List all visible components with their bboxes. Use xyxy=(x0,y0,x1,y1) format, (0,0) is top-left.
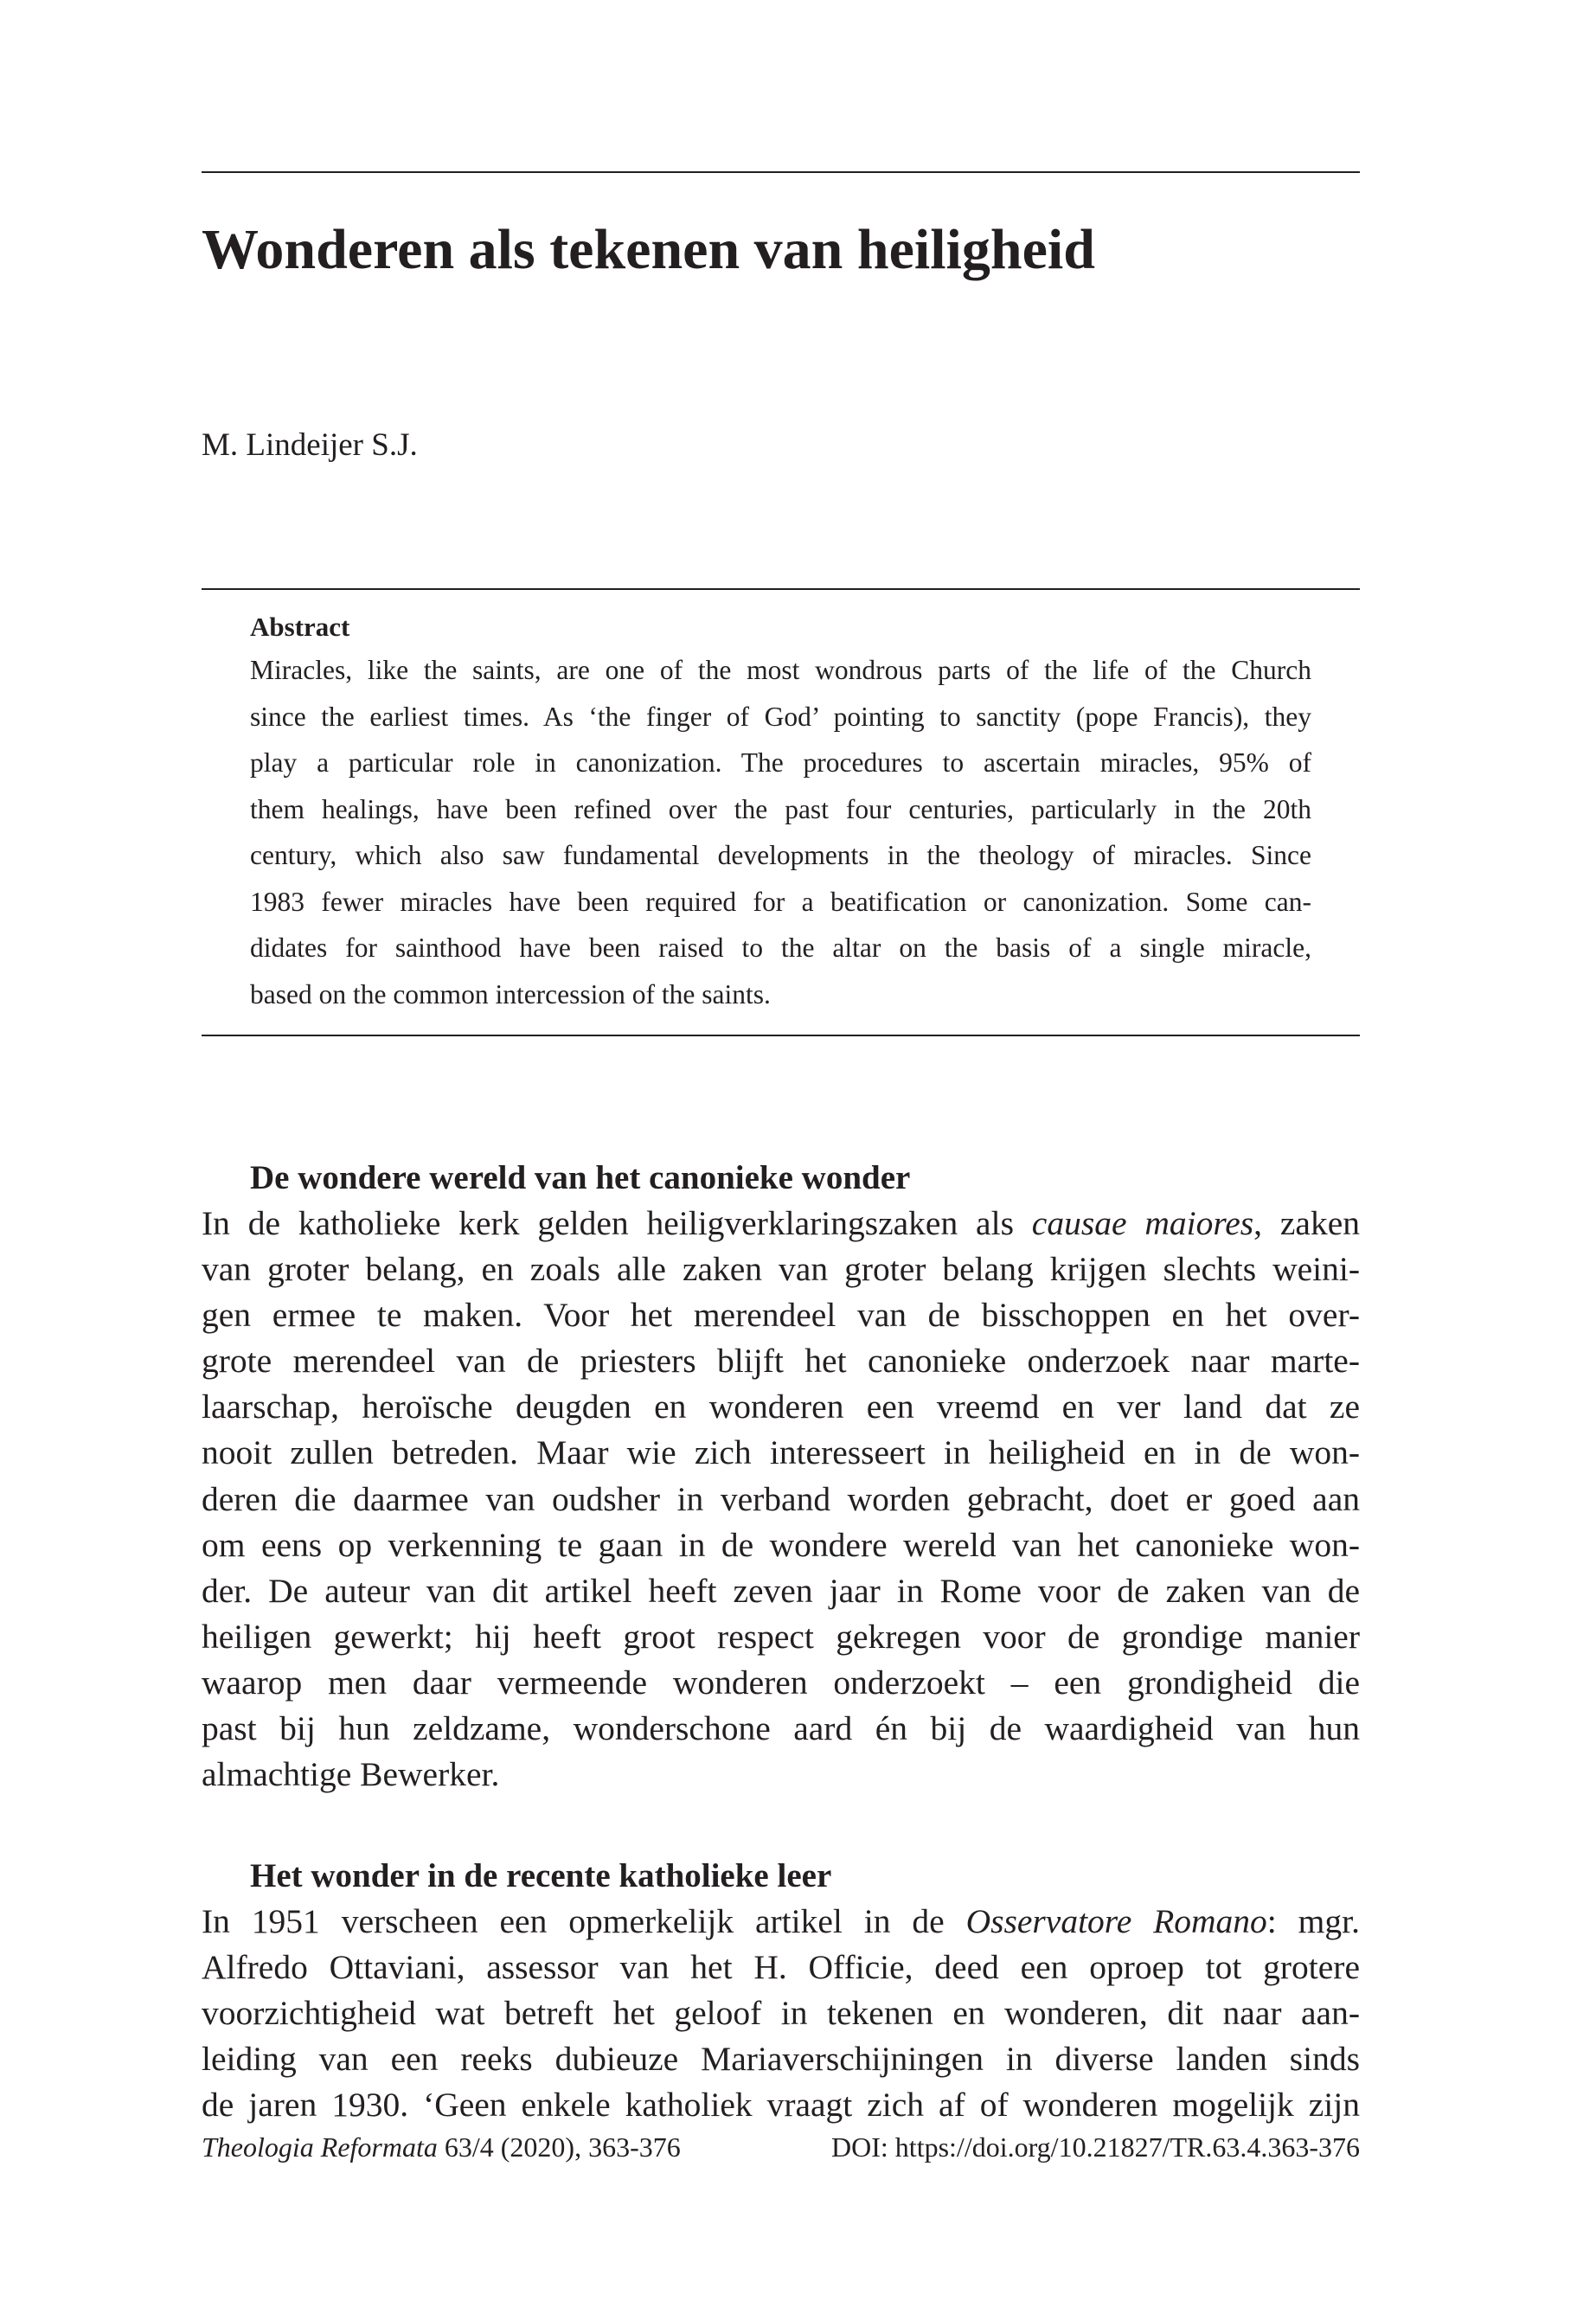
abstract-line: didates for sainthood have been raised to the altar on the basis of a single miracle, xyxy=(250,933,1311,963)
abstract-line: based on the common intercession of the saints. xyxy=(250,978,771,1009)
abstract-line: them healings, have been refined over the past four centuries, particularly in the 20th xyxy=(250,793,1311,824)
abstract-line: century, which also saw fundamental developments in the theology of miracles. Since xyxy=(250,840,1311,870)
journal-citation: Theologia Reformata 63/4 (2020), 363-376 xyxy=(202,2131,681,2163)
abstract-block xyxy=(250,607,1311,1017)
journal-name: Theologia Reformata xyxy=(202,2131,438,2163)
paragraph-line: laarschap, heroïsche deugden en wonderen een vreemd en ver land dat ze xyxy=(202,1388,1360,1426)
paragraph-line: voorzichtigheid wat betreft het geloof in tekenen en wonderen, dit naar aan- xyxy=(202,1994,1360,2033)
paragraph-line: almachtige Bewerker. xyxy=(202,1755,500,1794)
section-canonical-miracle xyxy=(202,1156,1360,1798)
top-rule xyxy=(202,171,1360,173)
paragraph-line: nooit zullen betreden. Maar wie zich interesseert in heiligheid en in de won- xyxy=(202,1433,1360,1472)
paragraph-line: In 1951 verscheen een opmerkelijk artikel in de Osservatore Romano: mgr. xyxy=(202,1902,1360,1940)
italic-term: Osservatore Romano xyxy=(965,1902,1267,1940)
article-title: Wonderen als tekenen van heiligheid xyxy=(202,218,1095,281)
abstract-line: play a particular role in canonization. The procedures to ascertain miracles, 95% of xyxy=(250,747,1311,778)
abstract-top-rule xyxy=(202,588,1360,590)
paragraph-line: van groter belang, en zoals alle zaken van groter belang krijgen slechts weini- xyxy=(202,1250,1360,1289)
doi-link[interactable]: DOI: https://doi.org/10.21827/TR.63.4.363-376 xyxy=(831,2131,1360,2163)
paragraph-line: de jaren 1930. ‘Geen enkele katholiek vraagt zich af of wonderen mogelijk zijn xyxy=(202,2086,1360,2125)
section-heading: De wondere wereld van het canonieke wonder xyxy=(250,1159,911,1196)
paragraph-line: leiding van een reeks dubieuze Mariaverschijningen in diverse landen sinds xyxy=(202,2040,1360,2079)
paragraph-line: waarop men daar vermeende wonderen onderzoekt – een grondigheid die xyxy=(202,1663,1360,1702)
paragraph-line: In de katholieke kerk gelden heiligverklaringszaken als causae maiores, zaken xyxy=(202,1204,1360,1242)
author-name: M. Lindeijer S.J. xyxy=(202,427,418,463)
paragraph-line: Alfredo Ottaviani, assessor van het H. Officie, deed een oproep tot grotere xyxy=(202,1948,1360,1987)
section-heading: Het wonder in de recente katholieke leer xyxy=(250,1857,832,1894)
abstract-line: 1983 fewer miracles have been required for a beatification or canonization. Some can- xyxy=(250,886,1311,917)
paragraph-line: om eens op verkenning te gaan in de wondere wereld van het canonieke won- xyxy=(202,1525,1360,1564)
abstract-line: since the earliest times. As ‘the finger of God’ pointing to sanctity (pope Francis), they xyxy=(250,701,1311,732)
abstract-line: Miracles, like the saints, are one of the most wondrous parts of the life of the Church xyxy=(250,655,1311,685)
paragraph-line: heiligen gewerkt; hij heeft groot respect gekregen voor de grondige manier xyxy=(202,1617,1360,1656)
paragraph-line: gen ermee te maken. Voor het merendeel van de bisschoppen en het over- xyxy=(202,1296,1360,1335)
paragraph-line: deren die daarmee van oudsher in verband worden gebracht, doet er goed aan xyxy=(202,1479,1360,1518)
paragraph-line: past bij hun zeldzame, wonderschone aard én bij de waardigheid van hun xyxy=(202,1709,1360,1748)
abstract-bottom-rule xyxy=(202,1035,1360,1036)
italic-term: causae maiores xyxy=(1031,1204,1254,1242)
abstract-heading: Abstract xyxy=(250,612,350,642)
section-recent-teaching xyxy=(202,1854,1360,2128)
paragraph-line: grote merendeel van de priesters blijft het canonieke onderzoek naar marte- xyxy=(202,1342,1360,1381)
paragraph-line: der. De auteur van dit artikel heeft zeven jaar in Rome voor de zaken van de xyxy=(202,1571,1360,1610)
